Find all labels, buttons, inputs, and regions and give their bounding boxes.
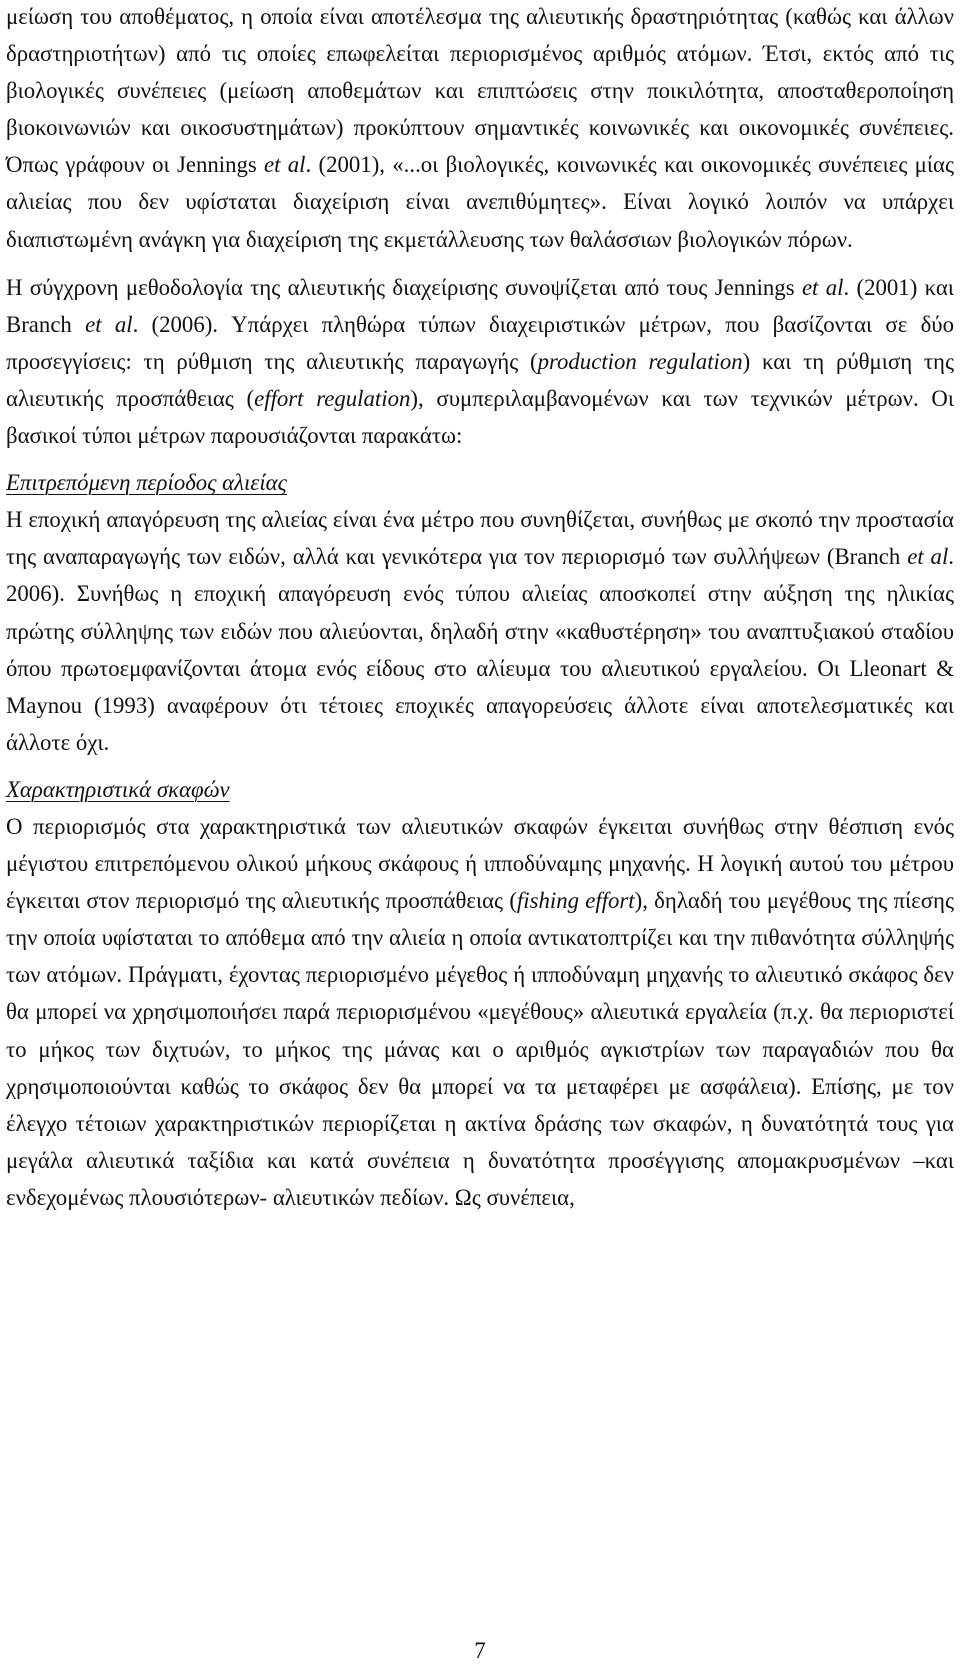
- text-run: ), δηλαδή του μεγέθους της πίεσης την οποία υφίσταται το απόθεμα από την αλιεία η οποία αντικατοπτρίζει και την πιθανότητα σύλληψής των ατόμων. Πράγματι, έχοντας περιορισμένο μέγεθος ή ιπποδύναμη μηχανής το αλιευτικό σκάφος δεν θα μπορεί να χρησιμοποιήσει παρά περιορισμένου «μεγέθους» αλιευτικά εργαλεία (π.χ. θα περιοριστεί το μήκος των διχτυών, το μήκος της μάνας και ο αριθμός αγκιστρίων των παραγαδιών που θα χρησιμοποιούνται καθώς το σκάφος δεν θα μπορεί να τα μεταφέρει με ασφάλεια). Επίσης, με τον έλεγχο τέτοιων χαρακτηριστικών περιορίζεται η ακτίνα δράσης των σκαφών, η δυνατότητά τους για μεγάλα αλιευτικά ταξίδια και κατά συνέπεια η δυνατότητα προσέγγισης απομακρυσμένων –και ενδεχομένως πλουσιότερων- αλιευτικών πεδίων. Ως συνέπεια,: [6, 888, 954, 1210]
- italic-text-run: et al: [907, 544, 949, 570]
- text-run: . (2001), «...οι βιολογικές, κοινωνικές και οικονομικές συνέπειες μίας αλιείας που δεν υφίσταται διαχείριση είναι ανεπιθύμητες». Είναι λογικό λοιπόν να υπάρχει διαπιστωμένη ανάγκη για διαχείριση της εκμετάλλευσης των θαλάσσιων βιολογικών πόρων.: [6, 152, 955, 252]
- italic-text-run: effort regulation: [254, 385, 411, 411]
- paragraph-seasonal-closure: [6, 501, 954, 761]
- italic-text-run: fishing effort: [516, 888, 635, 914]
- text-run: Η εποχική απαγόρευση της αλιείας είναι ένα μέτρο που συνηθίζεται, συνήθως με σκοπό την προστασία της αναπαραγωγής των ειδών, αλλά και γενικότερα για τον περιορισμό των συλλήψεων (Branch: [6, 507, 954, 570]
- text-run: Η σύγχρονη μεθοδολογία της αλιευτικής διαχείρισης συνοψίζεται από τους Jennings: [6, 274, 802, 300]
- text-run: Χαρακτηριστικά σκαφών: [6, 776, 230, 802]
- text-run: Επιτρεπόμενη περίοδος αλιείας: [6, 470, 287, 496]
- text-run: . (2001) και Branch: [6, 274, 954, 337]
- italic-text-run: production regulation: [537, 348, 743, 374]
- text-run: . 2006). Συνήθως η εποχική απαγόρευση ενός τύπου αλιείας αποσκοπεί στην αύξηση της ηλικίας πρώτης σύλληψης των ειδών που αλιεύονται, δηλαδή στην «καθυστέρηση» του αναπτυξιακού σταδίου όπου πρωτοεμφανίζονται άτομα ενός είδους στο αλίευμα του αλιευτικού εργαλείου. Οι Lleonart & Maynou (1993) αναφέρουν ότι τέτοιες εποχικές απαγορεύσεις άλλοτε είναι αποτελεσματικές και άλλοτε όχι.: [6, 544, 954, 755]
- text-run: μείωση του αποθέματος, η οποία είναι αποτέλεσμα της αλιευτικής δραστηριότητας (καθώς και άλλων δραστηριοτήτων) από τις οποίες επωφελείται περιορισμένος αριθμός ατόμων. Έτσι, εκτός από τις βιολογικές συνέπειες (μείωση αποθεμάτων και επιπτώσεις στην ποικιλότητα, αποσταθεροποίηση βιοκοινωνιών και οικοσυστημάτων) προκύπτουν σημαντικές κοινωνικές και οικονομικές συνέπειες. Όπως γράφουν οι Jennings: [6, 4, 954, 178]
- paragraph-vessel-restrictions: [6, 808, 954, 1216]
- page-number: 7: [474, 1638, 486, 1663]
- italic-text-run: et al: [801, 274, 844, 300]
- section-heading-vessel-characteristics: [6, 771, 954, 808]
- text-run: ) και τη ρύθμιση της αλιευτικής προσπάθειας (: [6, 348, 954, 411]
- text-run: ), συμπεριλαμβανομένων και των τεχνικών μέτρων. Οι βασικοί τύποι μέτρων παρουσιάζονται παρακάτω:: [6, 385, 954, 449]
- italic-text-run: et al: [85, 311, 133, 337]
- paragraph-continuation: [6, 0, 954, 258]
- section-heading-fishing-season: [6, 464, 954, 501]
- body-text: [6, 0, 954, 1216]
- italic-text-run: et al: [264, 152, 306, 178]
- text-run: Ο περιορισμός στα χαρακτηριστικά των αλιευτικών σκαφών έγκειται συνήθως στην θέσπιση ενός μέγιστου επιτρεπόμενου ολικού μήκους σκάφους ή ιπποδύναμης μηχανής. Η λογική αυτού του μέτρου έγκειται στον περιορισμό της αλιευτικής προσπάθειας (: [6, 813, 954, 914]
- paragraph-management-methodology: [6, 269, 954, 454]
- text-run: . (2006). Υπάρχει πληθώρα τύπων διαχειριστικών μέτρων, που βασίζονται σε δύο προσεγγίσεις: τη ρύθμιση της αλιευτικής παραγωγής (: [6, 311, 954, 374]
